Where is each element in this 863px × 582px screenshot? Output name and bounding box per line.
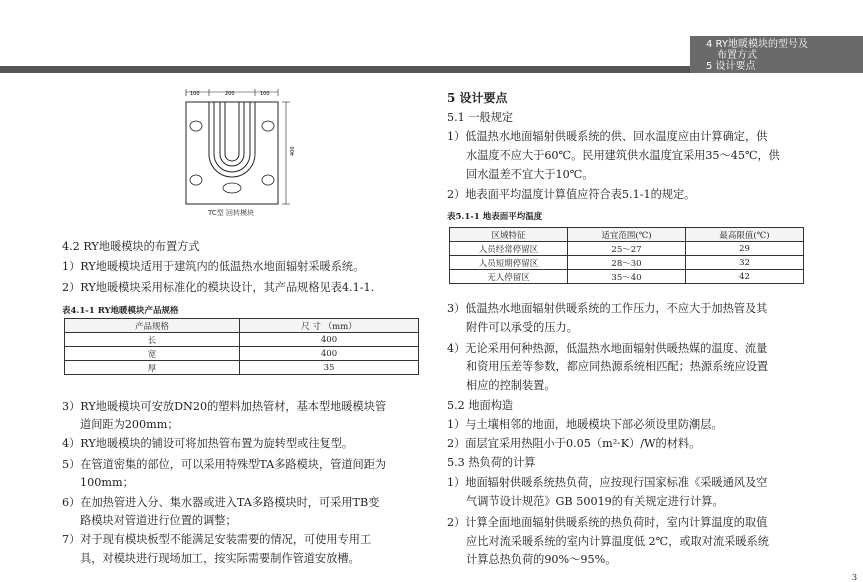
table-row — [65, 361, 419, 375]
left-p5-line2: 100mm； — [80, 476, 134, 489]
left-p7-line1: 7）对于现有模块板型不能满足安装需要的情况，可使用专用工 — [62, 533, 372, 546]
cell-size: 35 — [240, 361, 419, 375]
dim-side: 400 — [290, 146, 296, 156]
section-5-heading: 5 设计要点 — [447, 91, 508, 105]
left-p4: 4）RY地暖模块的铺设可将加热管布置为旋转型或往复型。 — [62, 437, 354, 450]
table-row — [65, 347, 419, 361]
chapter-header — [690, 36, 863, 73]
chapter-header-line3: 5 设计要点 — [706, 61, 756, 72]
cell-zone: 人员经常停留区 — [450, 242, 568, 256]
left-p1: 1）RY地暖模块适用于建筑内的低温热水地面辐射采暖系统。 — [62, 260, 365, 273]
table-row — [450, 256, 804, 270]
left-p6-line2: 路模块对管道进行位置的调整； — [80, 514, 237, 527]
right-p3-line1: 3）低温热水地面辐射供暖系统的工作压力，不应大于加热管及其 — [447, 302, 768, 315]
right-p1-line1: 1）低温热水地面辐射供暖系统的供、回水温度应由计算确定，供 — [447, 130, 768, 143]
chapter-header-line1: 4 RY地暖模块的型号及 — [706, 39, 808, 50]
cell-size: 400 — [240, 347, 419, 361]
table-header-row — [450, 228, 804, 242]
right-p1-line2: 水温度不应大于60℃。民用建筑供水温度宜采用35～45℃，供 — [466, 149, 780, 162]
cell-range: 25～27 — [568, 242, 686, 256]
right-p1-line3: 回水温差不宜大于10℃。 — [466, 168, 594, 181]
table-row — [450, 242, 804, 256]
cell-size: 400 — [240, 333, 419, 347]
chapter-header-line2: 布置方式 — [717, 50, 757, 61]
right-52-p2: 2）面层宜采用热阻小于0.05（m²·K）/W的材料。 — [447, 437, 701, 450]
cell-spec: 宽 — [65, 347, 240, 361]
col-header-max: 最高限值(℃) — [686, 228, 804, 242]
right-p2: 2）地表面平均温度计算值应符合表5.1-1的规定。 — [447, 188, 696, 201]
col-header-size: 尺 寸 （mm） — [240, 319, 419, 333]
cell-max: 42 — [686, 270, 804, 284]
right-53-p1-line1: 1）地面辐射供暖系统热负荷，应按现行国家标准《采暖通风及空 — [447, 476, 768, 489]
section-5-2-heading: 5.2 地面构造 — [447, 399, 514, 412]
cell-zone: 人员短期停留区 — [450, 256, 568, 270]
right-p4-line3: 相应的控制装置。 — [466, 379, 556, 392]
col-header-zone: 区域特征 — [450, 228, 568, 242]
right-p3-line2: 附件可以承受的压力。 — [466, 321, 578, 334]
left-p3-line2: 道间距为200mm； — [80, 418, 179, 431]
section-5-3-heading: 5.3 热负荷的计算 — [447, 456, 536, 469]
table-row — [450, 270, 804, 284]
left-p2: 2）RY地暖模块采用标准化的模块设计，其产品规格见表4.1-1. — [62, 281, 375, 294]
cell-spec: 长 — [65, 333, 240, 347]
right-53-p2-line2: 应比对流采暖系统的室内计算温度低 2℃，或取对流采暖系统 — [466, 535, 769, 548]
section-4-2-heading: 4.2 RY地暖模块的布置方式 — [62, 240, 200, 253]
dim-top-left: 100 — [190, 91, 200, 97]
right-p4-line1: 4）无论采用何种热源，低温热水地面辐射供暖热媒的温度、流量 — [447, 342, 768, 355]
table-4-1-1-caption: 表4.1-1 RY地暖模块产品规格 — [62, 306, 179, 316]
cell-zone: 无人停留区 — [450, 270, 568, 284]
left-p7-line2: 具，对模块进行现场加工，按实际需要制作管道安放槽。 — [80, 552, 360, 565]
floor-temperature-table — [449, 227, 804, 284]
left-p5-line1: 5）在管道密集的部位，可以采用特殊型TA多路模块，管道间距为 — [62, 458, 387, 471]
right-53-p1-line2: 气调节设计规范》GB 50019的有关规定进行计算。 — [466, 495, 724, 508]
col-header-range: 适宜范围(℃) — [568, 228, 686, 242]
page-number: 3 — [852, 573, 858, 582]
figure-caption: TC型 回转模块 — [208, 209, 254, 217]
dim-top-mid: 200 — [225, 91, 235, 97]
dim-top-right: 100 — [260, 91, 270, 97]
cell-range: 35～40 — [568, 270, 686, 284]
table-header-row — [65, 319, 419, 333]
col-header-spec: 产品规格 — [65, 319, 240, 333]
right-53-p2-line3: 计算总热负荷的90%～95%。 — [466, 553, 617, 566]
table-5-1-1-caption: 表5.1-1 地表面平均温度 — [447, 212, 543, 222]
tc-module-figure — [178, 88, 298, 218]
right-52-p1: 1）与土壤相邻的地面，地暖模块下部必须设里防潮层。 — [447, 418, 723, 431]
left-p3-line1: 3）RY地暖模块可安放DN20的塑料加热管材，基本型地暖模块管 — [62, 400, 387, 413]
cell-max: 32 — [686, 256, 804, 270]
cell-range: 28～30 — [568, 256, 686, 270]
table-row — [65, 333, 419, 347]
right-53-p2-line1: 2）计算全面地面辐射供暖系统的热负荷时，室内计算温度的取值 — [447, 516, 768, 529]
cell-spec: 厚 — [65, 361, 240, 375]
section-5-1-heading: 5.1 一般规定 — [447, 111, 514, 124]
right-p4-line2: 和资用压差等参数，都应同热源系统相匹配；热源系统应设置 — [466, 360, 769, 373]
header-rule — [0, 66, 690, 73]
cell-max: 29 — [686, 242, 804, 256]
product-spec-table — [64, 318, 419, 375]
left-p6-line1: 6）在加热管进入分、集水器或进入TA多路模块时，可采用TB变 — [62, 496, 380, 509]
